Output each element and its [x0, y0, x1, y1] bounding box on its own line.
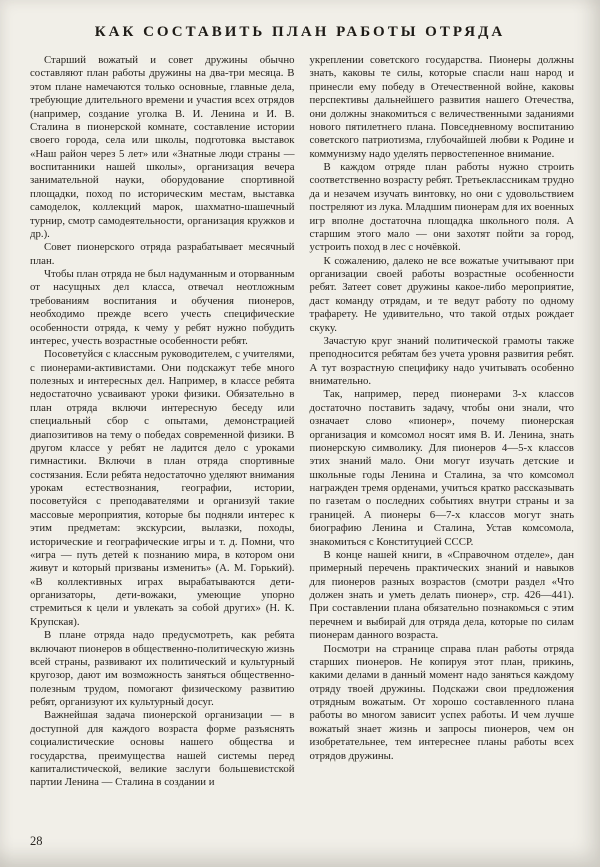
paragraph: В конце нашей книги, в «Справочном отделе», дан примерный перечень практических знаний и навыков для пионеров разных возрастов (смотри раздел «Что должен знать и уметь делать пионер», стр. 426—441). При составлении плана обязательно познакомься с этим перечнем и выбирай для отряда дела, которые по силам пионерам данного возраста. — [309, 548, 574, 642]
paragraph: Важнейшая задача пионерской организации — в доступной для каждого возраста форме разъяснять социалистические основы нашего общества и государства, преимущества нашей системы перед капиталистической, великие заслуги большевистской партии Ленина — Сталина в создании и — [30, 709, 295, 789]
paragraph: Совет пионерского отряда разрабатывает месячный план. — [30, 241, 295, 267]
paragraph: Так, например, перед пионерами 3-х классов достаточно поставить задачу, чтобы они знали, что означает слово «пионер», почему пионерская организация и комсомол носят имя В. И. Ленина, знать пионерскую символику. Для пионеров 4—5-х классов этих знаний мало. Они могут изучать детские и школьные годы Ленина и Сталина, за что комсомол награжден тремя орденами, учиться кратко рассказывать по газетам о последних событиях внутри страны и за границей. А пионеры 6—7-х классов могут знать биографию Ленина и Сталина, Устав комсомола, знакомиться с Конституцией СССР. — [309, 388, 574, 548]
text-columns — [0, 41, 600, 818]
page-title: КАК СОСТАВИТЬ ПЛАН РАБОТЫ ОТРЯДА — [94, 24, 506, 40]
paragraph: Старший вожатый и совет дружины обычно составляют план работы дружины на два-три месяца. В этом плане намечаются только основные, главные дела, требующие длительного времени и участия всех отрядов (например, создание уголка В. И. Ленина и И. В. Сталина в пионерской комнате, составление истории своего города, села или школы, подготовка выставок «Наш район через 5 лет» или «Знатные люди страны — воспитанники нашей школы», организация вечера занимательной науки, оборудование спортивной площадки, поход по историческим местам, выставка самоделок, коллекций марок, шахматно-шашечный турнир, смотр самодеятельности, организация кружков и др.). — [30, 54, 295, 240]
paragraph-continuation: укреплении советского государства. Пионеры должны знать, каковы те силы, которые спасли наш народ и принесли ему победу в Отечественной войне, каковы перспективы дальнейшего развития нашего Отечества, они должны знакомиться с величественными заданиями нового пятилетнего плана. Повседневному воспитанию советского патриотизма, глубочайшей любви к Родине и коммунизму надо уделять первостепенное внимание. — [309, 54, 574, 160]
paragraph: В каждом отряде план работы нужно строить соответственно возрасту ребят. Третьеклассникам трудно да и незачем изучать винтовку, но они с удовольствием постреляют из лука. Младшим пионерам для их военных игр вполне достаточна площадка школьного поля. А старшим этого мало — они захотят пойти за город, устроить поход в лес с ночёвкой. — [309, 161, 574, 254]
paragraph: Посмотри на странице справа план работы отряда старших пионеров. Не копируя этот план, прикинь, какими делами в данный момент надо заняться каждому отряду твоей дружины. Подскажи свои предложения отрядным вожатым. От хорошо составленного плана работы во многом зависит успех работы. И чем лучше вожатый знает жизнь и запросы пионеров, чем он изобретательнее, тем интереснее планы работы всех отрядов дружины. — [309, 642, 574, 762]
paragraph: Чтобы план отряда не был надуманным и оторванным от насущных дел класса, отвечал неотложным требованиям воспитания и обучения пионеров, необходимо прежде всего учесть специфические особенности отряда, к чему у ребят нужно побудить интерес, учесть возрастные особенности ребят. — [30, 268, 295, 347]
paragraph: В плане отряда надо предусмотреть, как ребята включают пионеров в общественно-политическую жизнь всей страны, развивают их политический и культурный кругозор, дают им возможность заняться общественно-полезным трудом, помогают физическому развитию ребят, организуют их культурный досуг. — [30, 629, 295, 708]
left-column — [30, 54, 295, 818]
paragraph: Зачастую круг знаний политической грамоты также преподносится ребятам без учета уровня развития ребят. А тут возрастную специфику надо учитывать особенно внимательно. — [309, 334, 574, 387]
paragraph: К сожалению, далеко не все вожатые учитывают при организации своей работы возрастные особенности ребят. Затеет совет дружины какое-либо мероприятие, даст команду отрядам, и те ведут работу по одному трафарету. Не удивительно, что такой отдых рождает скуку. — [309, 254, 574, 334]
page-number: 28 — [30, 834, 43, 848]
paragraph: Посоветуйся с классным руководителем, с учителями, с пионерами-активистами. Они подскажут тебе много полезных и интересных дел. Например, в классе ребята недостаточно усваивают уроки физики. Обязательно в план отряда включи интересную беседу или специальный сбор с опытами, демонстрацией диапозитивов на тему о победах современной физики. В другом классе у ребят не ладится дело с уроками гимнастики. Включи в план отряда спортивные состязания. Если ребята недостаточно уделяют внимания урокам естествознания, географии, истории, посоветуйся с преподавателями и организуй такие массовые мероприятия, которые бы подняли интерес к этим предметам: экскурсии, вылазки, походы, исторические и географические игры и т. д. Помни, что «игра — путь детей к познанию мира, в котором они живут и который призваны изменить» (А. М. Горький). «В коллективных играх вырабатываются дети-организаторы, дети-вожаки, умеющие упорно стремиться к цели и увлекать за собой других» (Н. К. Крупская). — [30, 348, 295, 628]
right-column — [310, 54, 575, 818]
